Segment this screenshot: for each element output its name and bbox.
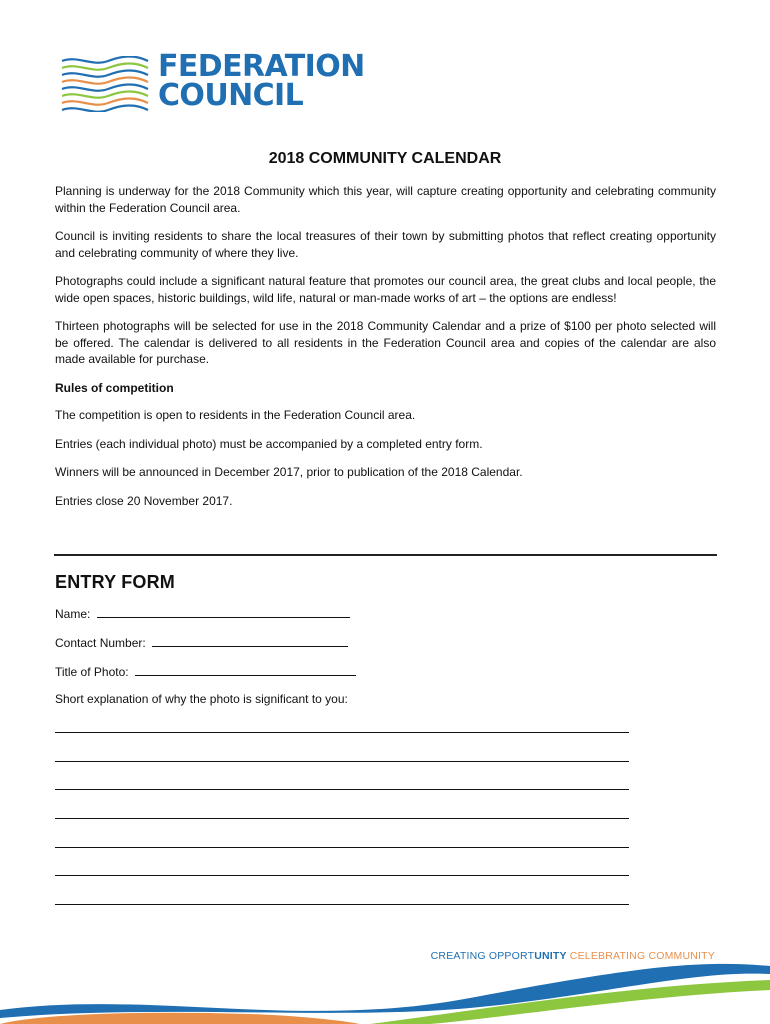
federation-council-logo (60, 49, 365, 118)
entry-form-fields (55, 605, 356, 721)
intro-paragraph-2: Council is inviting residents to share the local treasures of their town by submitting photos that reflect creating opportunity and celebrating community of where they live. (55, 229, 716, 260)
name-field[interactable] (55, 605, 356, 634)
rules-heading: Rules of competition (55, 380, 174, 395)
contact-number-input-line[interactable] (152, 634, 348, 647)
answer-line-7[interactable] (55, 904, 629, 905)
rule-item-4: Entries close 20 November 2017. (55, 493, 233, 508)
logo-waves-icon (60, 56, 150, 112)
answer-line-1[interactable] (55, 732, 629, 733)
photo-title-field[interactable] (55, 663, 356, 692)
tagline-part-1: CREATING OPPORT (430, 950, 535, 962)
explanation-label: Short explanation of why the photo is significant to you: (55, 692, 348, 706)
logo-line-1: FEDERATION (158, 49, 365, 84)
photo-title-input-line[interactable] (135, 663, 356, 676)
tagline-part-3: CELEBRATING COMMUNITY (566, 950, 715, 962)
intro-paragraph-3: Photographs could include a significant natural feature that promotes our council area, the great clubs and local people, the wide open spaces, historic buildings, wild life, natural or man-made works of art – the options are endless! (55, 274, 716, 305)
photo-title-label: Title of Photo: (55, 665, 129, 679)
explanation-answer-area[interactable] (55, 732, 629, 933)
document-body (55, 183, 716, 521)
contact-number-field[interactable] (55, 634, 356, 663)
contact-number-label: Contact Number: (55, 636, 146, 650)
answer-line-4[interactable] (55, 818, 629, 819)
footer-waves-icon (0, 960, 770, 1024)
rule-item-1: The competition is open to residents in the Federation Council area. (55, 408, 416, 422)
intro-paragraph-4: Thirteen photographs will be selected for use in the 2018 Community Calendar and a prize of $100 per photo selected will be offered. The calendar is delivered to all residents in the Federation Council area and copies of the calendar are also made available for purchase. (55, 319, 716, 366)
answer-line-6[interactable] (55, 875, 629, 876)
name-label: Name: (55, 607, 91, 621)
section-divider (54, 554, 717, 556)
answer-line-3[interactable] (55, 789, 629, 790)
name-input-line[interactable] (97, 605, 350, 618)
entry-form-heading: ENTRY FORM (55, 572, 176, 592)
answer-line-2[interactable] (55, 761, 629, 762)
rule-item-2: Entries (each individual photo) must be accompanied by a completed entry form. (55, 436, 483, 451)
logo-wordmark (158, 49, 365, 113)
rule-item-3: Winners will be announced in December 2017, prior to publication of the 2018 Calendar. (55, 465, 523, 479)
answer-line-5[interactable] (55, 847, 629, 848)
logo-line-2: COUNCIL (158, 78, 304, 113)
page-title: 2018 COMMUNITY CALENDAR (268, 150, 502, 167)
explanation-prompt (55, 692, 356, 721)
tagline-part-2: UNITY (534, 950, 567, 962)
intro-paragraph-1: Planning is underway for the 2018 Community which this year, will capture creating opportunity and celebrating community within the Federation Council area. (55, 184, 716, 215)
